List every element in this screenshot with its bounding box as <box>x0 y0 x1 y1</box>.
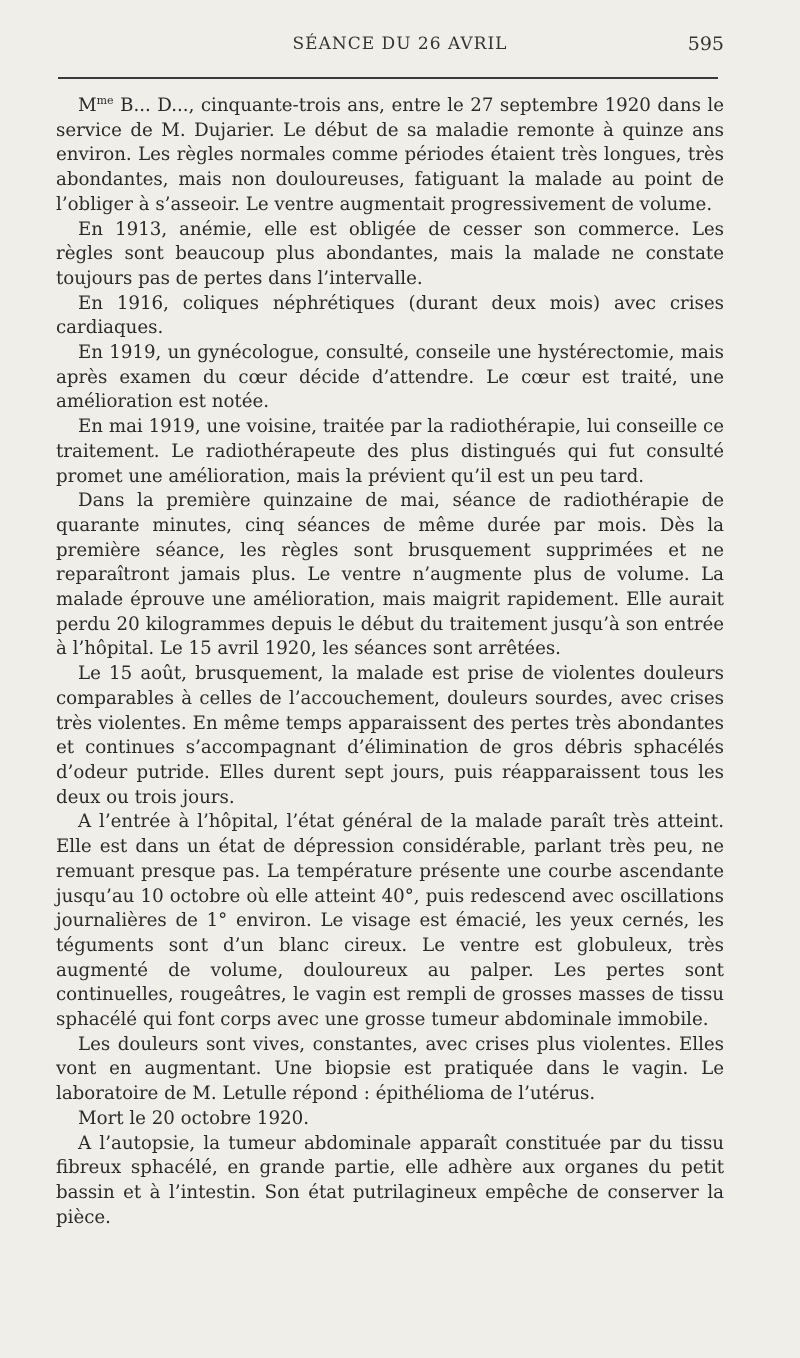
page-number: 595 <box>687 33 724 55</box>
paragraph: Mort le 20 octobre 1920. <box>78 1107 309 1129</box>
paragraph: En 1913, anémie, elle est obligée de cesser son commerce. Les règles sont beaucoup plus abondantes, mais la malade ne constate toujours pas de pertes dans l’intervalle. <box>56 218 724 289</box>
paragraph: Les douleurs sont vives, constantes, avec crises plus violentes. Elles vont en augmentant. Une biopsie est pratiquée dans le vagin. Le laboratoire de M. Letulle répond : épithélioma de l’utérus. <box>56 1033 724 1105</box>
paragraph-intro <box>56 94 724 218</box>
paragraph: En mai 1919, une voisine, traitée par la radiothérapie, lui conseille ce traitement. Le radiothérapeute des plus distingués qui fut consulté promet une amélioration, mais la prévient qu’il est un peu tard. <box>56 416 724 487</box>
page-header <box>0 34 800 62</box>
header-rule <box>58 77 718 79</box>
intro-title: M <box>78 95 97 116</box>
paragraph: En 1919, un gynécologue, consulté, conseile une hystérectomie, mais après examen du cœur décide d’attendre. Le cœur est traité, une amélioration est notée. <box>56 342 724 413</box>
paragraph: Dans la première quinzaine de mai, séance de radiothérapie de quarante minutes, cinq séances de même durée par mois. Dès la première séance, les règles sont brusquement supprimées et ne reparaîtront jamais plus. Le ventre n’augmente plus de volume. La malade éprouve une amélioration, mais maigrit rapidement. Elle aurait perdu 20 kilogrammes depuis le début du traitement jusqu’à son entrée à l’hôpital. Le 15 avril 1920, les séances sont arrêtées. <box>56 490 724 660</box>
paragraph: En 1916, coliques néphrétiques (durant deux mois) avec crises cardiaques. <box>56 292 724 339</box>
body-text <box>56 94 724 1230</box>
paragraph: Le 15 août, brusquement, la malade est prise de violentes douleurs comparables à celles de l’accouchement, douleurs sourdes, avec crises très violentes. En même temps apparaissent des pertes très abondantes et continues s’accompagnant d’élimination de gros débris sphacélés d’odeur putride. Elles durent sept jours, puis réapparaissent tous les deux ou trois jours. <box>56 663 724 808</box>
paragraph: A l’entrée à l’hôpital, l’état général de la malade paraît très atteint. Elle est dans un état de dépression considérable, parlant très peu, ne remuant presque pas. La température présente une courbe ascendante jusqu’au 10 octobre où elle atteint 40°, puis redescend avec oscillations journalières de 1° environ. Le visage est émacié, les yeux cernés, les téguments sont d’un blanc cireux. Le ventre est globuleux, très augmenté de volume, douloureux au palper. Les pertes sont continuelles, rougeâtres, le vagin est rempli de grosses masses de tissu sphacélé qui font corps avec une grosse tumeur abdominale immobile. <box>56 811 724 1031</box>
intro-text: B... D..., cinquante-trois ans, entre le 27 septembre 1920 dans le service de M. Dujarier. Le début de sa maladie remonte à quinze ans environ. Les règles normales comme périodes étaient très longues, très abondantes, mais non douloureuses, fatiguant la malade au point de l’obliger à s’asseoir. Le ventre augmentait progressivement de volume. <box>56 95 724 215</box>
paragraph: A l’autopsie, la tumeur abdominale apparaît constituée par du tissu fibreux sphacélé, en grande partie, elle adhère aux organes du petit bassin et à l’intestin. Son état putrilagineux empêche de conserver la pièce. <box>56 1132 724 1228</box>
running-title: SÉANCE DU 26 AVRIL <box>292 34 508 54</box>
intro-superscript: me <box>96 93 114 107</box>
